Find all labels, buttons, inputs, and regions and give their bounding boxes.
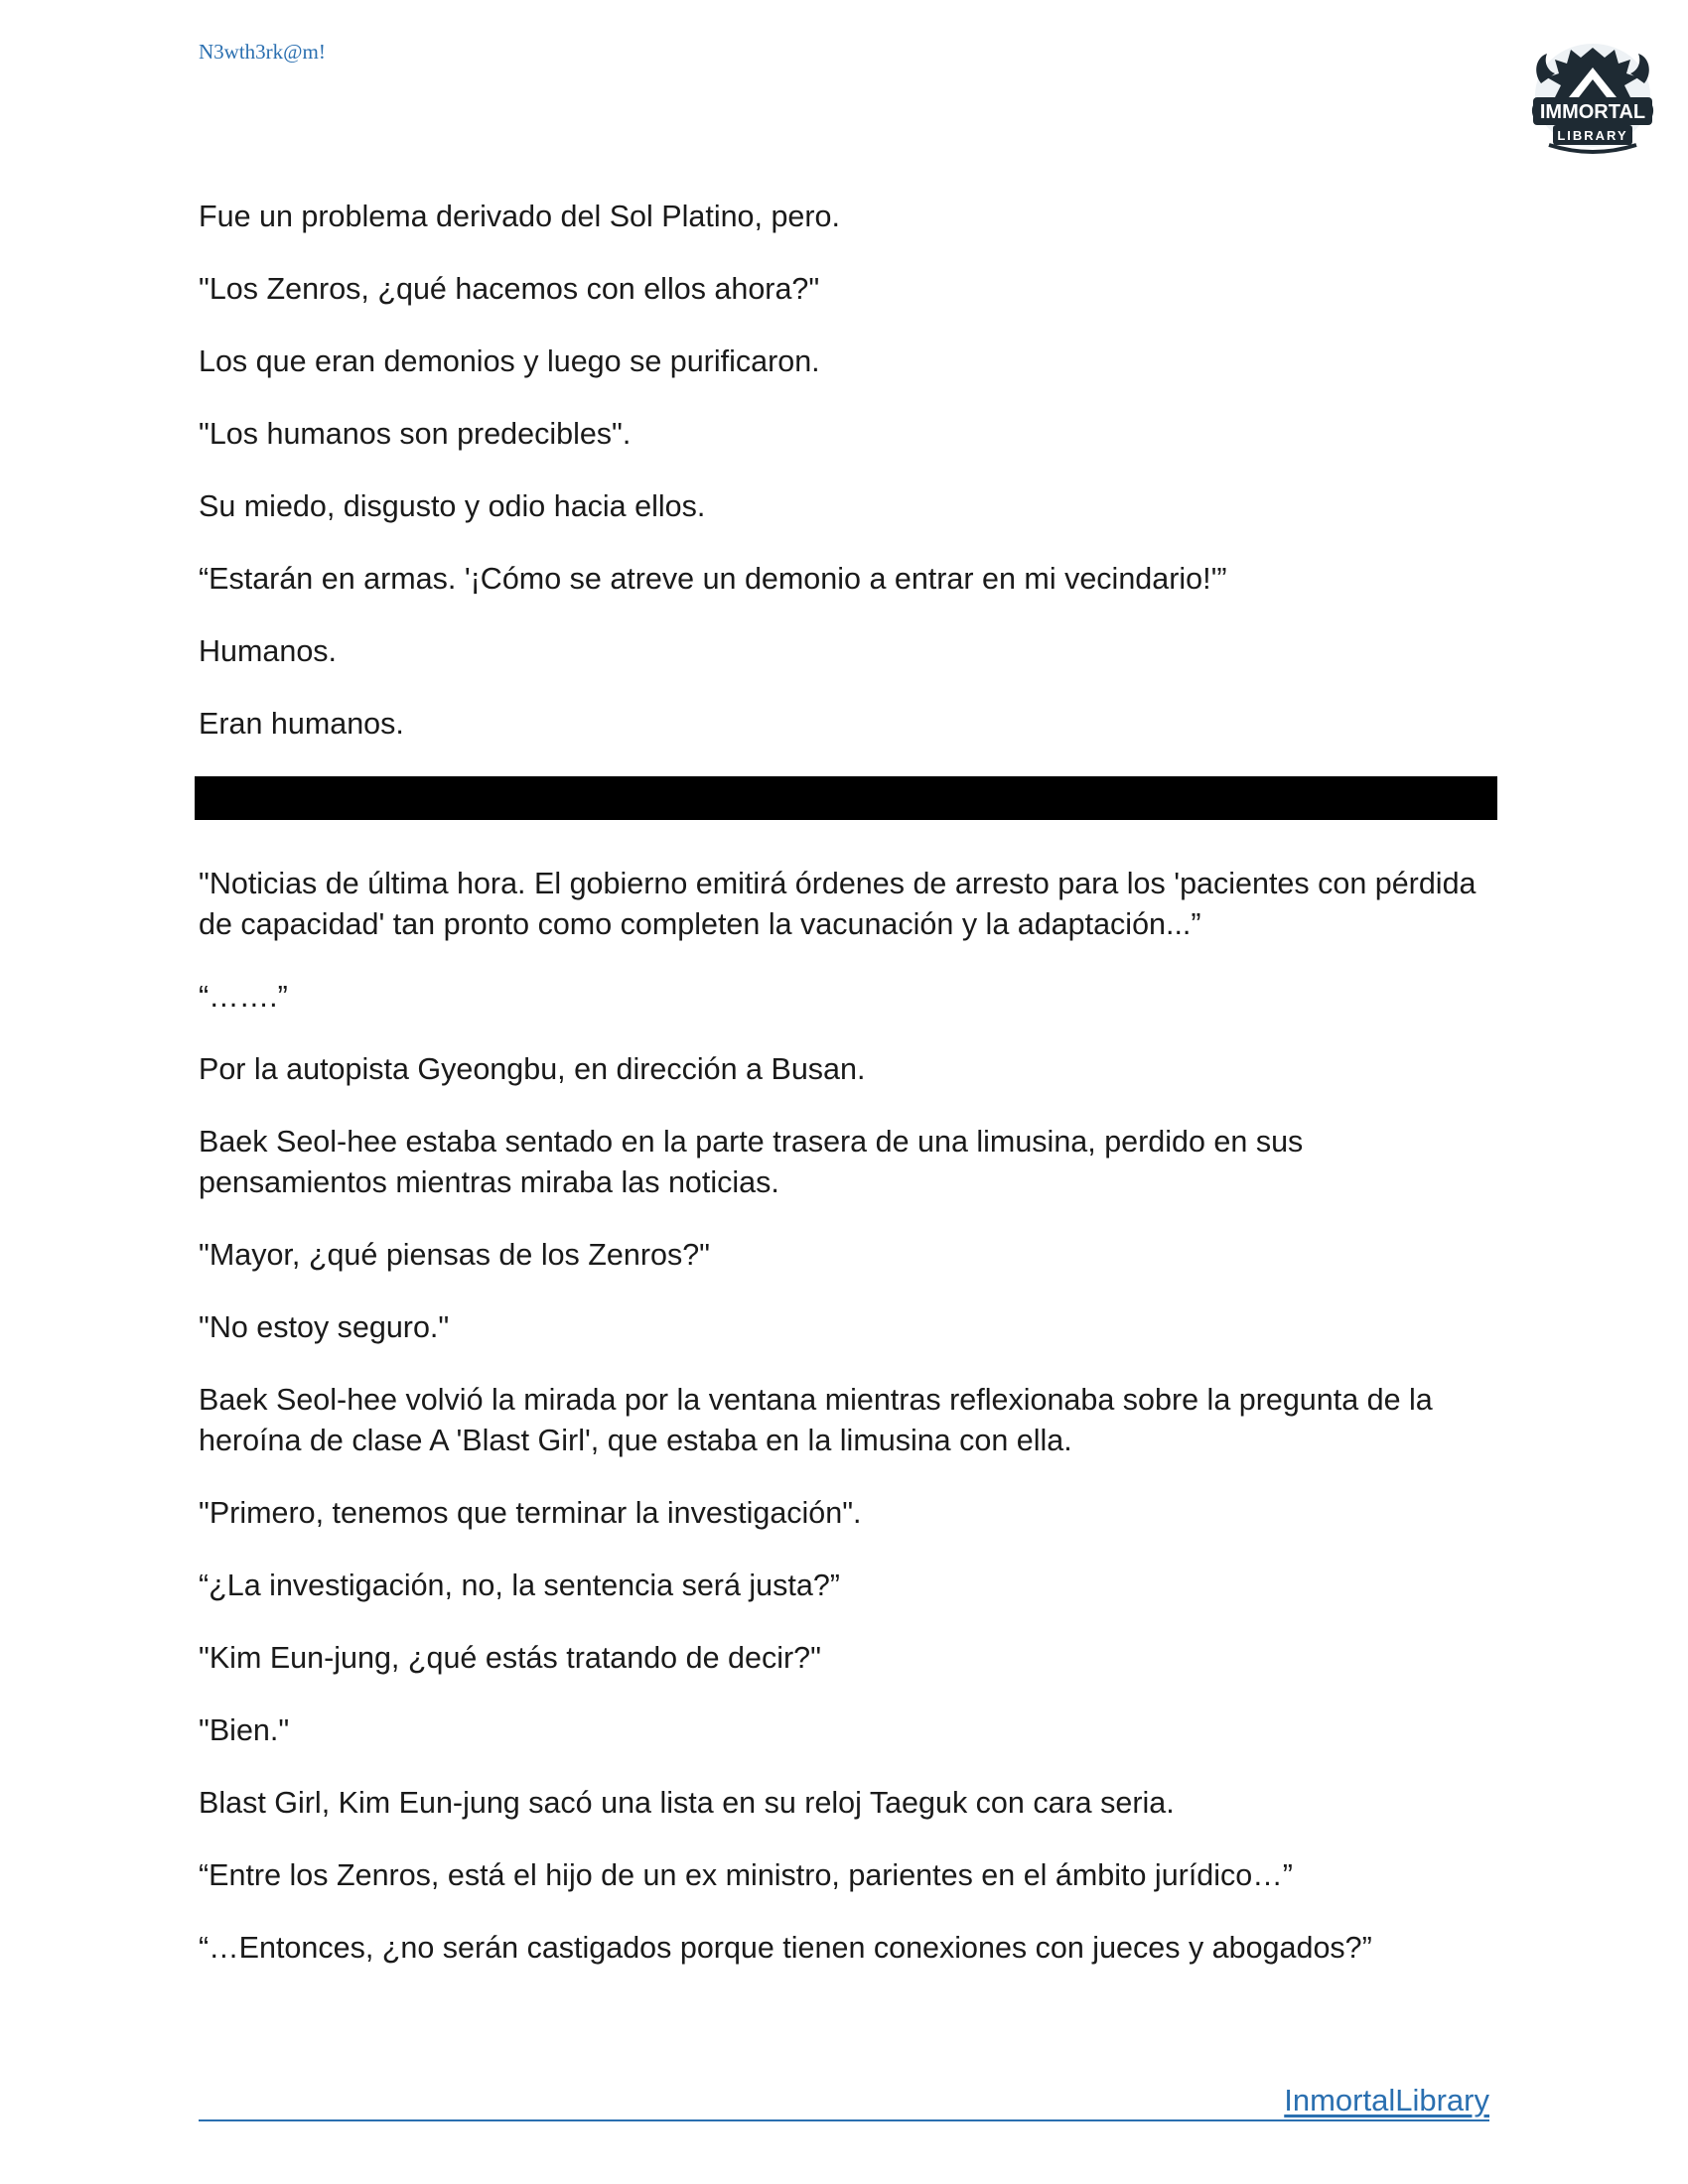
paragraph: "Los humanos son predecibles". [199, 417, 632, 451]
paragraph: Su miedo, disgusto y odio hacia ellos. [199, 489, 706, 523]
paragraph: “Estarán en armas. '¡Cómo se atreve un demonio a entrar en mi vecindario!'” [199, 562, 1227, 596]
paragraph: Baek Seol-hee estaba sentado en la parte trasera de una limusina, perdido en sus pensamientos mientras miraba las noticias. [199, 1125, 1304, 1199]
paragraph: "Noticias de última hora. El gobierno emitirá órdenes de arresto para los 'pacientes con pérdida de capacidad' tan pronto como completen la vacunación y la adaptación...” [199, 867, 1477, 941]
footer [199, 2083, 1489, 2118]
immortal-library-logo [1519, 34, 1666, 163]
header-watermark: N3wth3rk@m! [199, 40, 326, 64]
logo-line1: IMMORTAL [1539, 101, 1646, 123]
paragraph: Los que eran demonios y luego se purificaron. [199, 344, 820, 378]
paragraph: “…Entonces, ¿no serán castigados porque tienen conexiones con jueces y abogados?” [199, 1931, 1372, 1965]
paragraph: “…….” [199, 980, 288, 1014]
paragraph: “¿La investigación, no, la sentencia será justa?” [199, 1569, 840, 1602]
paragraph: “Entre los Zenros, está el hijo de un ex ministro, parientes en el ámbito jurídico…” [199, 1858, 1293, 1892]
paragraph: "Los Zenros, ¿qué hacemos con ellos ahora?" [199, 272, 820, 306]
paragraph: Fue un problema derivado del Sol Platino, pero. [199, 200, 840, 233]
section-divider-bar [195, 776, 1497, 820]
logo-line2: LIBRARY [1557, 128, 1628, 143]
paragraph: "Mayor, ¿qué piensas de los Zenros?" [199, 1238, 711, 1272]
paragraph: "Primero, tenemos que terminar la investigación". [199, 1496, 862, 1530]
paragraph: "Bien." [199, 1713, 290, 1747]
paragraph: Blast Girl, Kim Eun-jung sacó una lista en su reloj Taeguk con cara seria. [199, 1786, 1175, 1820]
paragraph: Eran humanos. [199, 707, 404, 741]
paragraph: Humanos. [199, 634, 338, 668]
footer-rule [199, 2119, 1489, 2121]
footer-link[interactable]: InmortalLibrary [1284, 2083, 1489, 2117]
paragraph: Baek Seol-hee volvió la mirada por la ventana mientras reflexionaba sobre la pregunta de la heroína de clase A 'Blast Girl', que estaba en la limusina con ella. [199, 1383, 1433, 1457]
paragraph: Por la autopista Gyeongbu, en dirección a Busan. [199, 1052, 866, 1086]
paragraph: "Kim Eun-jung, ¿qué estás tratando de decir?" [199, 1641, 821, 1675]
paragraph: "No estoy seguro." [199, 1310, 450, 1344]
document-body [199, 197, 1499, 2000]
